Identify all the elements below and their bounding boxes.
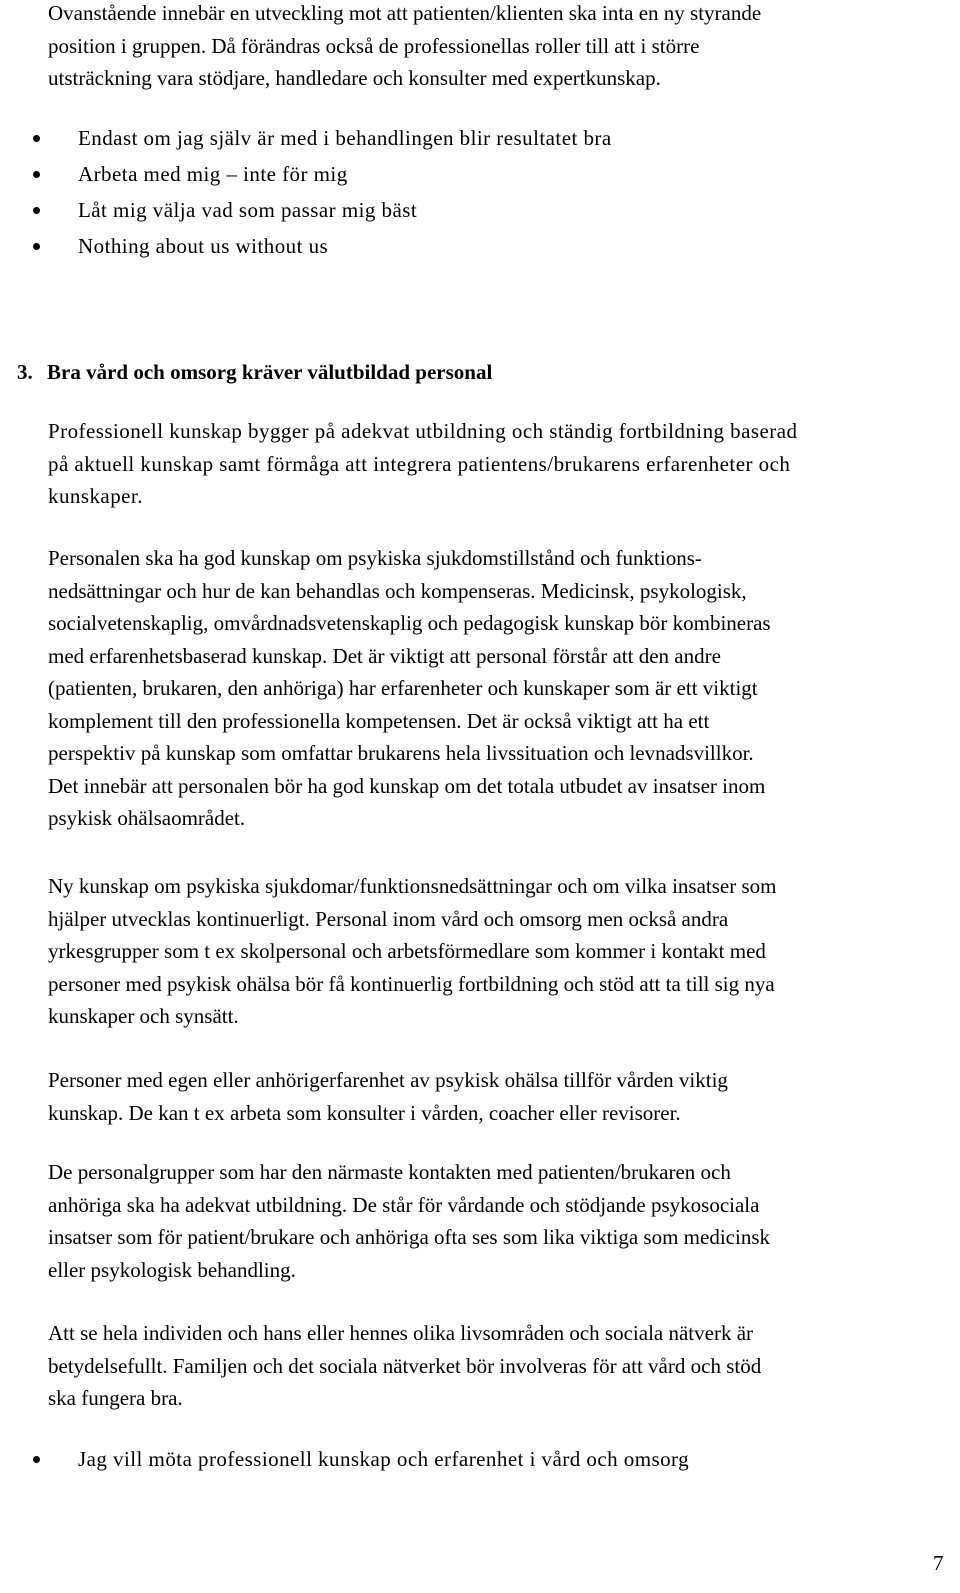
page-number: 7 bbox=[933, 1551, 944, 1575]
text-line: yrkesgrupper som t ex skolpersonal och arbetsförmedlare som kommer i kontakt med bbox=[48, 939, 766, 963]
text-line: kunskap. De kan t ex arbeta som konsulter i vården, coacher eller revisorer. bbox=[48, 1100, 681, 1125]
text-line: hjälper utvecklas kontinuerligt. Personal inom vård och omsorg men också andra bbox=[48, 906, 729, 931]
text-line: på aktuell kunskap samt förmåga att integrera patientens/brukarens erfarenheter och bbox=[48, 451, 791, 476]
text-line: Professionell kunskap bygger på adekvat utbildning och ständig fortbildning baserad bbox=[48, 419, 798, 443]
text-line: Ny kunskap om psykiska sjukdomar/funktionsnedsättningar och om vilka insatser som bbox=[48, 874, 777, 898]
paragraph-professional-knowledge bbox=[48, 415, 928, 513]
list-item bbox=[48, 156, 612, 192]
bullet-list-principles bbox=[48, 120, 612, 264]
text-line: med erfarenhetsbaserad kunskap. Det är viktigt att personal förstår att den andre bbox=[48, 643, 721, 668]
list-item-text: Nothing about us without us bbox=[78, 234, 329, 258]
list-item-text: Endast om jag själv är med i behandlingen blir resultatet bra bbox=[78, 126, 612, 150]
text-line: utsträckning vara stödjare, handledare och konsulter med expertkunskap. bbox=[48, 66, 661, 90]
text-line: insatser som för patient/brukare och anhöriga ofta ses som lika viktiga som medicinsk bbox=[48, 1225, 770, 1249]
text-line: De personalgrupper som har den närmaste kontakten med patienten/brukaren och bbox=[48, 1160, 731, 1184]
list-item-text: Jag vill möta professionell kunskap och erfarenhet i vård och omsorg bbox=[78, 1447, 690, 1471]
bullet-icon bbox=[33, 171, 40, 178]
text-line: Personalen ska ha god kunskap om psykiska sjukdomstillstånd och funktions- bbox=[48, 546, 702, 570]
section-heading bbox=[17, 356, 492, 388]
text-line: personer med psykisk ohälsa bör få kontinuerlig fortbildning och stöd att ta till sig nya bbox=[48, 971, 775, 996]
text-line: kunskaper. bbox=[48, 484, 143, 508]
text-line: komplement till den professionella kompetensen. Det är också viktigt att ha ett bbox=[48, 708, 710, 733]
text-line: Att se hela individen och hans eller hennes olika livsområden och sociala nätverk är bbox=[48, 1321, 754, 1345]
section-number: 3. bbox=[17, 360, 33, 384]
text-line: anhöriga ska ha adekvat utbildning. De står för vårdande och stödjande psykosociala bbox=[48, 1192, 760, 1217]
bullet-icon bbox=[33, 243, 40, 250]
bullet-icon bbox=[33, 1456, 40, 1463]
list-item bbox=[48, 1441, 689, 1477]
text-line: Ovanstående innebär en utveckling mot att patienten/klienten ska inta en ny styrande bbox=[48, 1, 762, 25]
intro-paragraph bbox=[48, 0, 928, 95]
text-line: nedsättningar och hur de kan behandlas och kompenseras. Medicinsk, psykologisk, bbox=[48, 578, 747, 603]
list-item bbox=[48, 192, 612, 228]
text-line: eller psykologisk behandling. bbox=[48, 1257, 296, 1282]
text-line: position i gruppen. Då förändras också de professionellas roller till att i större bbox=[48, 33, 700, 58]
bullet-icon bbox=[33, 207, 40, 214]
text-line: socialvetenskaplig, omvårdnadsvetenskaplig och pedagogisk kunskap bör kombineras bbox=[48, 611, 771, 635]
paragraph-new-knowledge bbox=[48, 870, 928, 1033]
text-line: Det innebär att personalen bör ha god kunskap om det totala utbudet av insatser inom bbox=[48, 773, 766, 798]
list-item bbox=[48, 228, 612, 264]
list-item-text: Låt mig välja vad som passar mig bäst bbox=[78, 198, 418, 222]
section-title: Bra vård och omsorg kräver välutbildad personal bbox=[47, 360, 493, 384]
text-line: ska fungera bra. bbox=[48, 1386, 183, 1410]
text-line: psykisk ohälsaområdet. bbox=[48, 806, 246, 830]
text-line: perspektiv på kunskap som omfattar brukarens hela livssituation och levnadsvillkor. bbox=[48, 741, 754, 765]
list-item-text: Arbeta med mig – inte för mig bbox=[78, 162, 348, 186]
text-line: (patienten, brukaren, den anhöriga) har erfarenheter och kunskaper som är ett viktigt bbox=[48, 676, 758, 700]
bullet-list-closing bbox=[48, 1441, 689, 1477]
paragraph-lived-experience bbox=[48, 1064, 928, 1129]
paragraph-staff-groups bbox=[48, 1156, 928, 1286]
paragraph-whole-individual bbox=[48, 1317, 928, 1415]
list-item bbox=[48, 120, 612, 156]
bullet-icon bbox=[33, 135, 40, 142]
text-line: betydelsefullt. Familjen och det sociala nätverket bör involveras för att vård och stöd bbox=[48, 1353, 762, 1378]
paragraph-staff-knowledge bbox=[48, 542, 928, 835]
text-line: Personer med egen eller anhörigerfarenhet av psykisk ohälsa tillför vården viktig bbox=[48, 1068, 728, 1092]
text-line: kunskaper och synsätt. bbox=[48, 1004, 239, 1028]
